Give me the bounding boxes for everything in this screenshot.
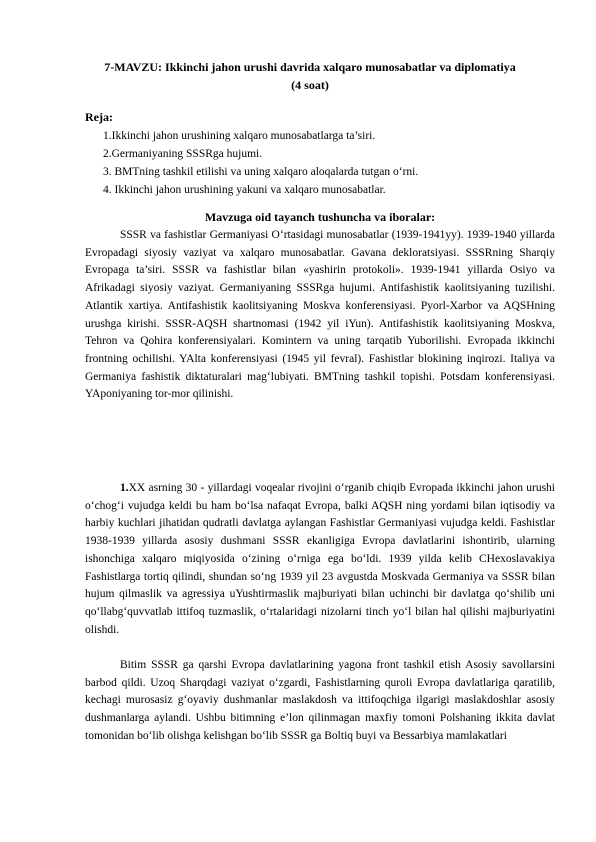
plan-list <box>103 127 418 199</box>
plan-item: 2.Germaniyaning SSSRga hujumi. <box>103 148 263 160</box>
plan-item: 4. Ikkinchi jahon urushining yakuni va xalqaro munosabatlar. <box>103 184 386 196</box>
section-number: 1. <box>120 482 129 494</box>
concepts-heading: Mavzuga oid tayanch tushuncha va iboralar: <box>204 210 436 224</box>
section-2-paragraph: Bitim SSSR ga qarshi Evropa davlatlarining yagona front tashkil etish Asosiy savollarsini barbod qildi. Uzoq Sharqdagi vaziyat o‘zgardi, Fashistlarning quroli Evropa davlatlariga qaratilib, kechagi murosasiz g‘oyaviy dushmanlar maslakdosh va ittifoqchiga ilgarigi maslakdoshlar asosiy dushmanlarga aylandi. Ushbu bitimning e’lon qilinmagan maxfiy tomoni Polshaning ikkita davlat tomonidan bo‘lib olishga kelishgan bo‘lib SSSR ga Boltiq buyi va Bessarbiya mamlakatlari <box>85 659 555 742</box>
plan-label: Reja: <box>85 110 113 124</box>
concepts-paragraph: SSSR va fashistlar Germaniyasi O‘rtasidagi munosabatlar (1939-1941yy). 1939-1940 yillarda Evropadagi siyosiy vaziyat va xalqaro munosabatlar. Gavana dekloratsiyasi. SSSRning Sharqiy Evropaga ta’siri. SSSR va fashistlar bilan «yashirin protokoli». 1939-1941 yillarda Osiyo va Afrikadagi siyosiy vaziyat. Germaniyaning SSSRga hujumi. Antifashistik kaolitsiyaning tuzilishi. Atlantik xartiya. Antifashistik kaolitsiyaning Moskva konferensiyasi. Pyorl-Xarbor va AQSHning urushga kirishi. SSSR-AQSH shartnomasi (1942 yil iYun). Antifashistik kaolitsiyaning Moskva, Tehron va Qohira konferensiyalari. Komintern va uning tarqatib Yuborilishi. Evropada ikkinchi frontning ochilishi. YAlta konferensiyasi (1945 yil fevral). Fashistlar blokining inqirozi. Italiya va Germaniya fashistik diktaturalari mag‘lubiyati. BMTning tashkil topishi. Potsdam konferensiyasi. YAponiyaning tor-mor qilinishi. <box>85 229 555 401</box>
section-1-text: XX asrning 30 - yillardagi voqealar rivojini o‘rganib chiqib Evropada ikkinchi jahon urushi o‘chog‘i vujudga keldi bu ham bo‘lsa nafaqat Evropa, balki AQSH ning yordami bilan iqtisodiy va harbiy kuchlari jihatidan qudratli davlatga aylangan Fashistlar Germaniyasi vujudga keldi. Fashistlar 1938-1939 yillarda asosiy dushmani SSSR ekanligiga Evropa davlatlarini ishontirib, ularning ishonchiga xalqaro miqiyosida o‘zining o‘rniga ega bo‘ldi. 1939 yilda kelib CHexoslavakiya Fashistlarga tortiq qilindi, shundan so‘ng 1939 yil 23 avgustda Moskvada Germaniya va SSSR bilan hujum qilmaslik va agressiya uYushtirmaslik majburiyati bilan uchinchi bir davlatga qo‘shilib uni qo‘llabg‘quvvatlab ittifoq tuzmaslik, o‘rtalaridagi nizolarni tinch yo‘l bilan hal qilishi majburiyatini olishdi. <box>85 482 555 636</box>
page-title: 7-MAVZU: Ikkinchi jahon urushi davrida xalqaro munosabatlar va diplomatiya (4 soat) <box>104 60 516 92</box>
plan-item: 1.Ikkinchi jahon urushining xalqaro munosabatlarga ta’siri. <box>103 130 376 142</box>
section-1-paragraph <box>85 480 555 639</box>
plan-item: 3. BMTning tashkil etilishi va uning xalqaro aloqalarda tutgan o‘rni. <box>103 166 419 178</box>
